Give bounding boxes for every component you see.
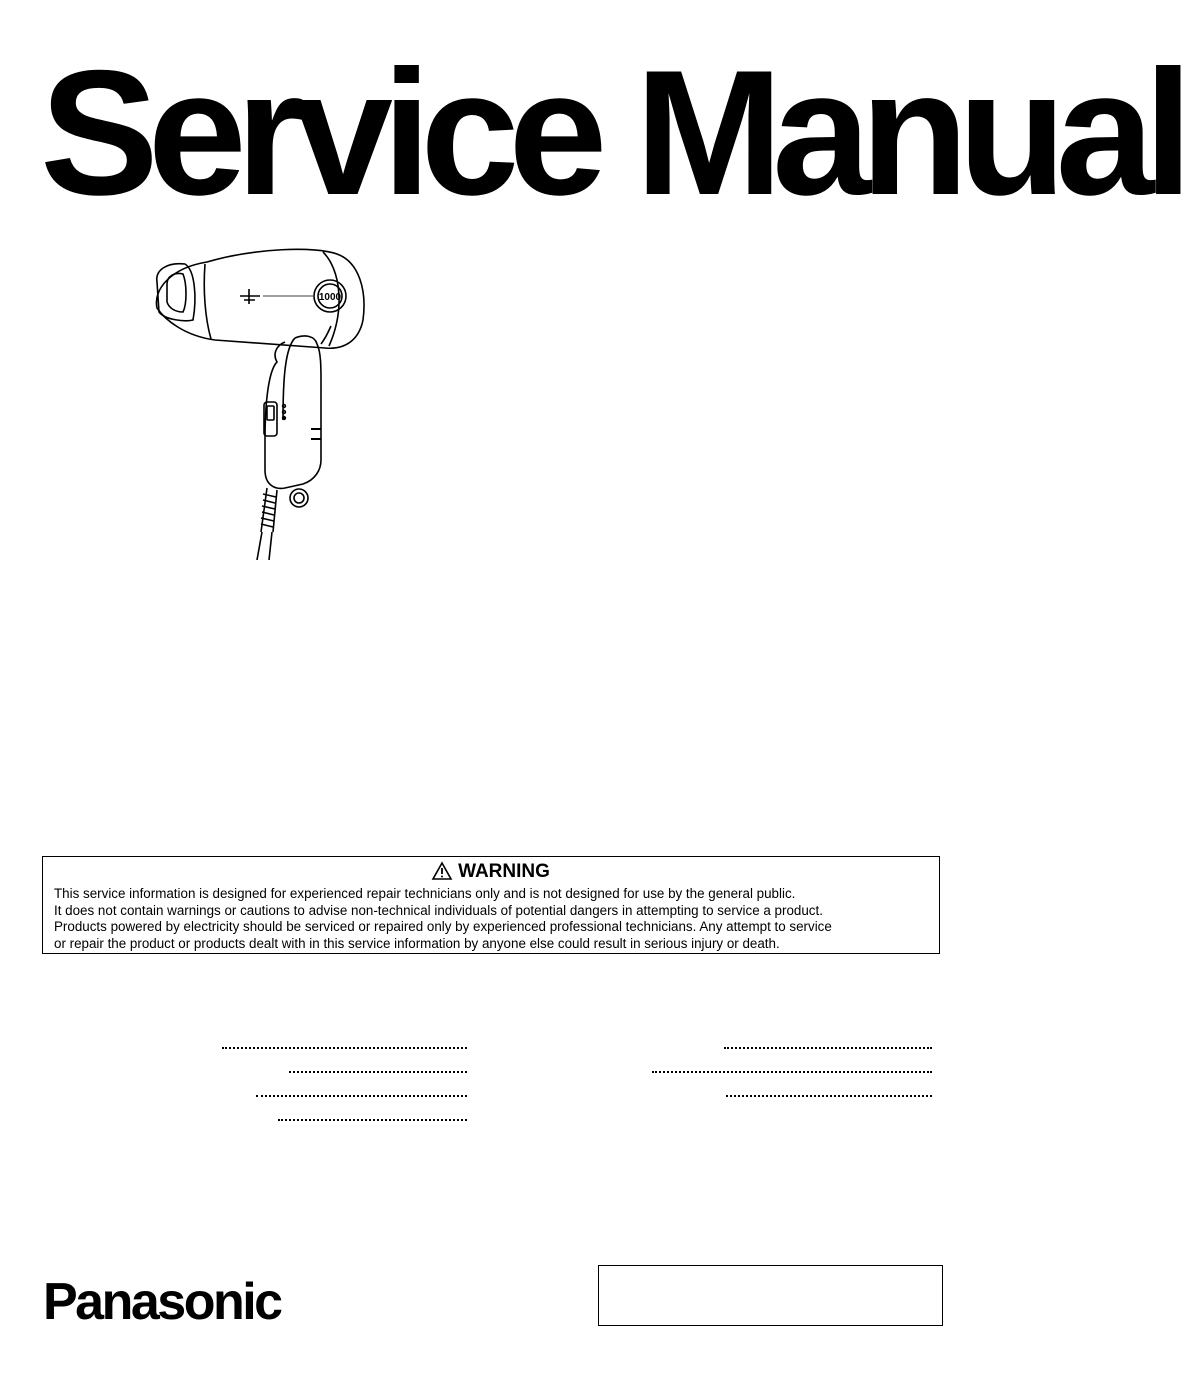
toc-leader (222, 1047, 467, 1049)
page-title: Service Manual (40, 33, 1182, 232)
warning-line: Products powered by electricity should be serviced or repaired only by experienced professional technicians. Any attempt to service (54, 919, 832, 934)
toc-leader (726, 1095, 932, 1097)
warning-line: It does not contain warnings or cautions to advise non-technical individuals of potential dangers in attempting to service a product. (54, 902, 823, 918)
warning-heading (43, 860, 939, 884)
toc-leader (289, 1071, 467, 1073)
warning-triangle-icon (432, 862, 452, 880)
toc-leader (278, 1119, 467, 1121)
order-number-box (598, 1265, 943, 1326)
warning-text (54, 886, 933, 952)
warning-line: or repair the product or products dealt with in this service information by anyone else could result in serious injury or death. (54, 935, 780, 951)
brand-logo: Panasonic (43, 1273, 281, 1331)
hair-dryer-illustration (145, 240, 380, 565)
hair-dryer-drawing (145, 240, 380, 565)
warning-title: WARNING (458, 861, 550, 882)
toc-leader (724, 1047, 932, 1049)
warning-line: This service information is designed for experienced repair technicians only and is not designed for use by the general public. (54, 886, 796, 901)
toc-leader (256, 1095, 467, 1097)
toc-leader (652, 1071, 932, 1073)
warning-box (42, 856, 940, 954)
dial-label: 1000 (318, 292, 342, 303)
